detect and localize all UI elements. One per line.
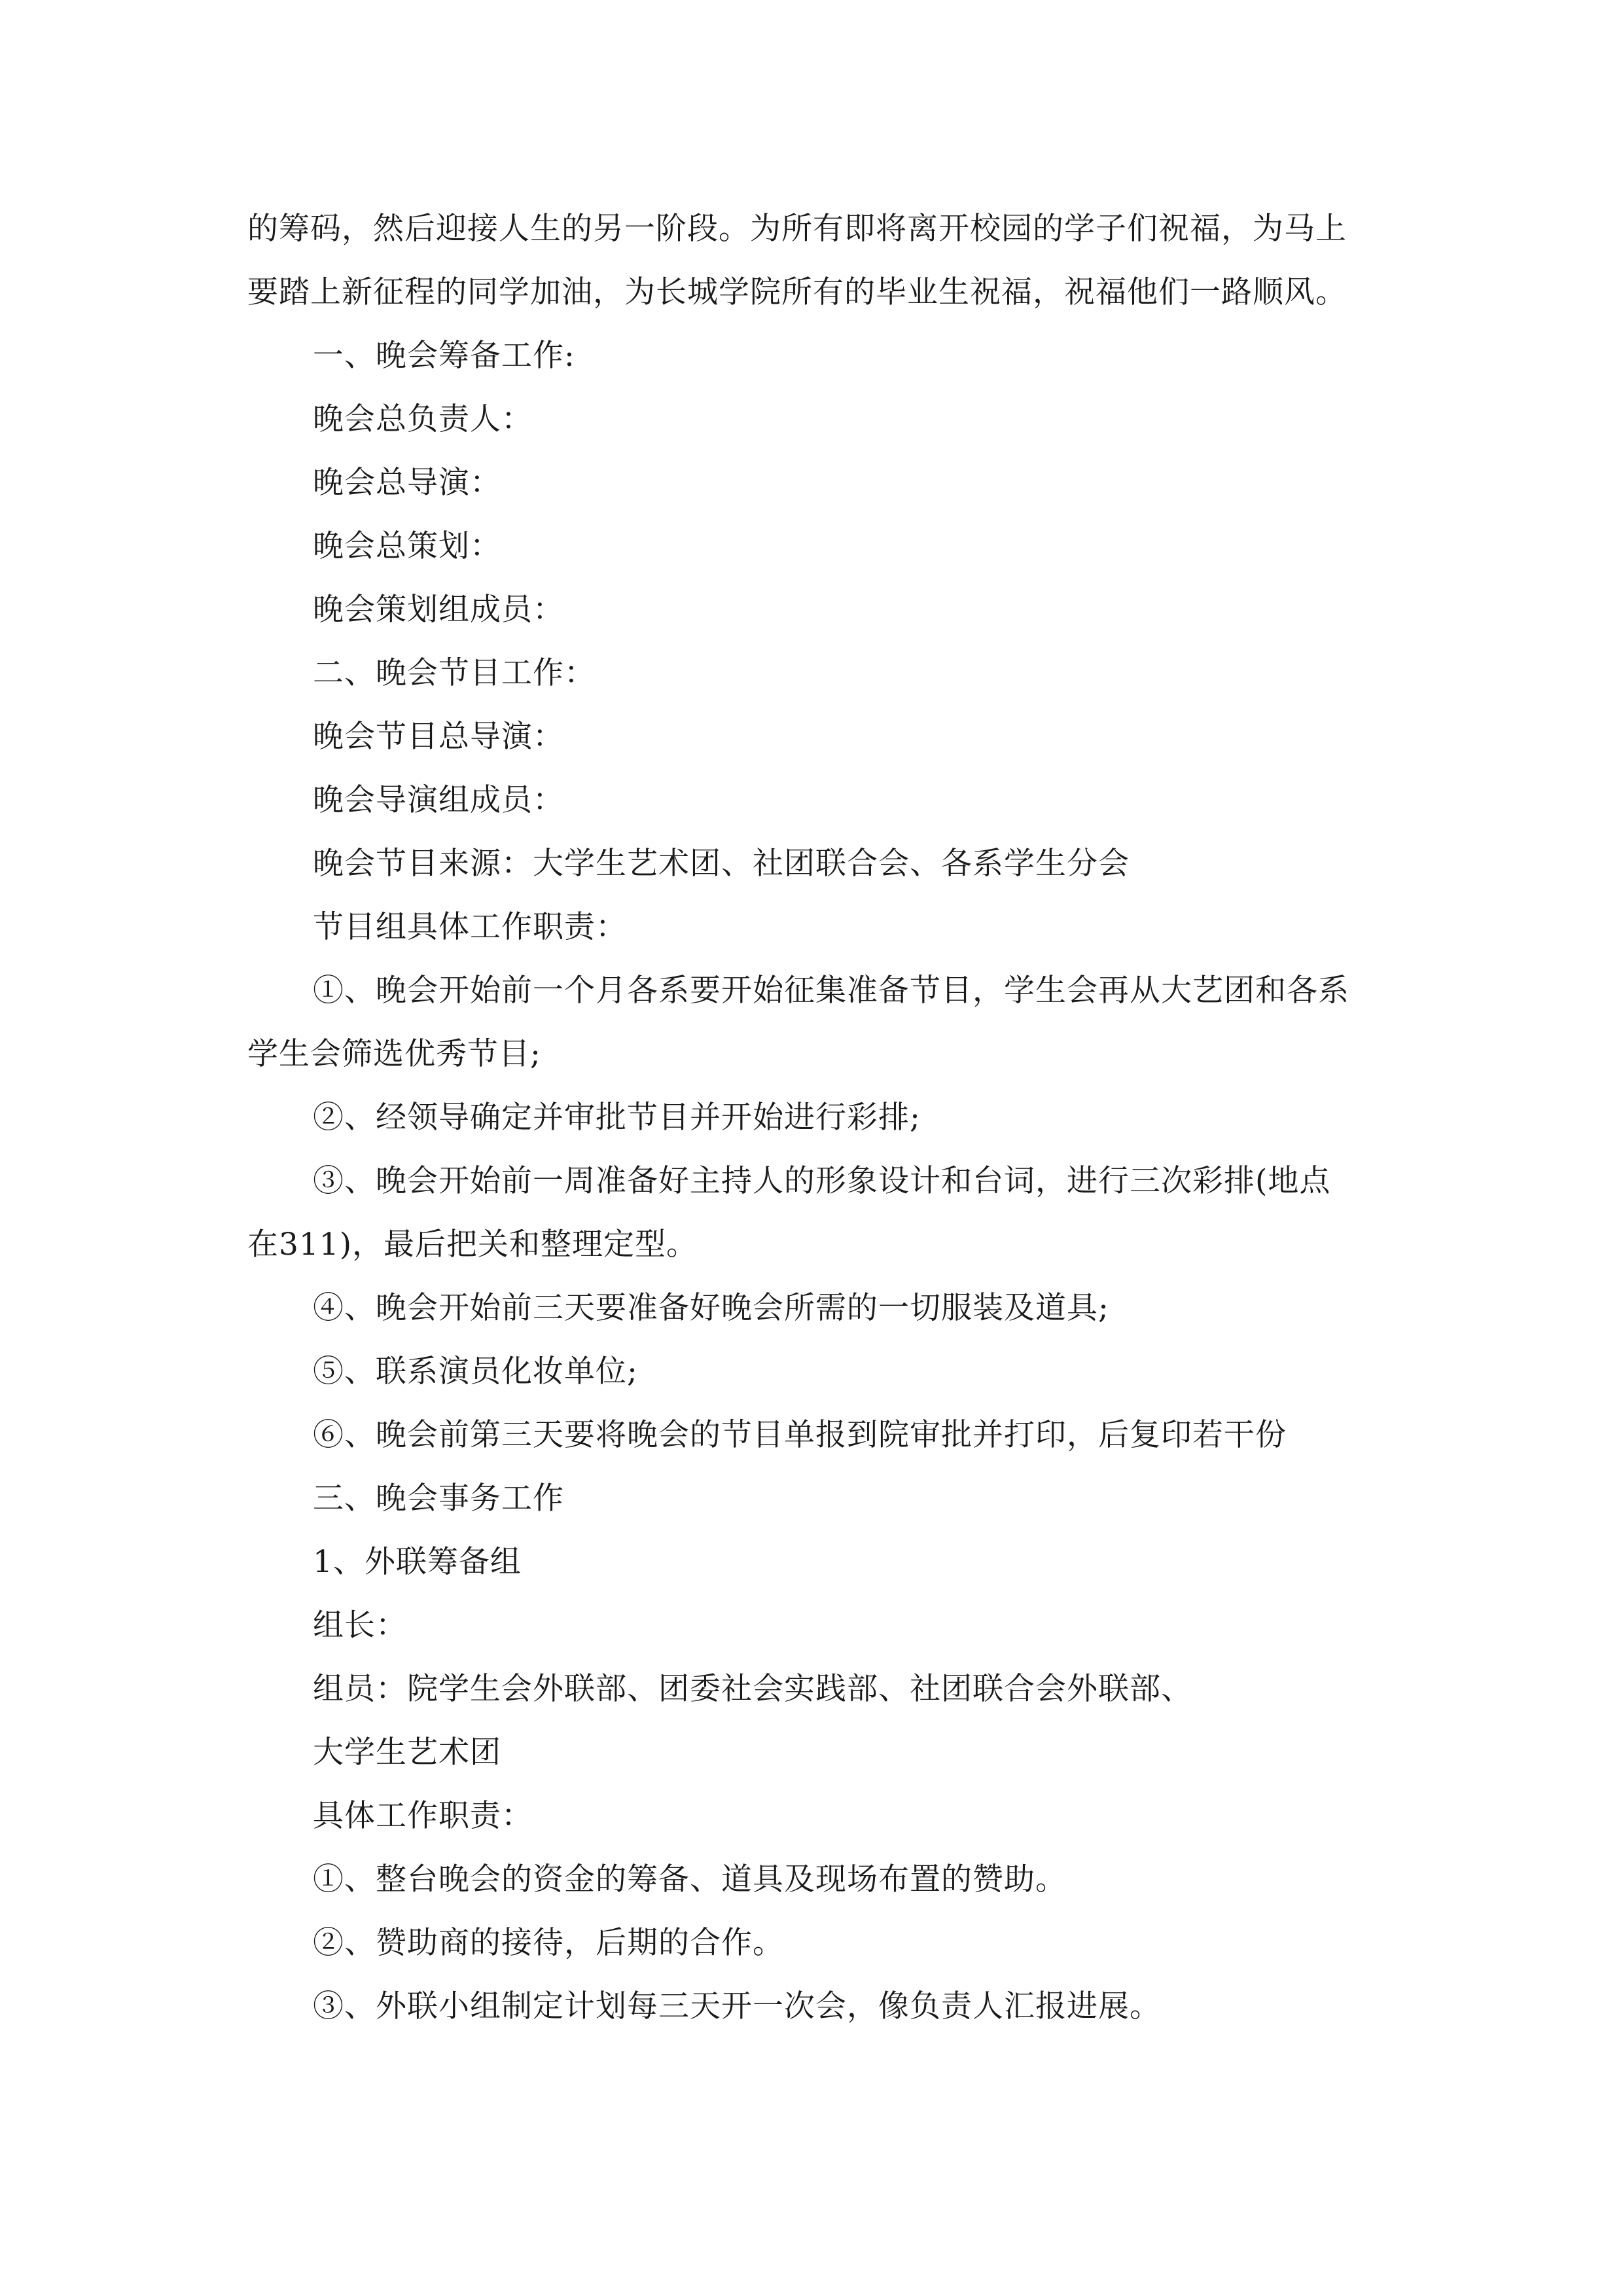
subheading: 具体工作职责： xyxy=(313,1798,533,1834)
list-item-continuation: 在311)，最后把关和整理定型。 xyxy=(247,1227,698,1263)
body-text-line: 晚会节目来源：大学生艺术团、社团联合会、各系学生分会 xyxy=(313,846,1130,882)
list-item: ⑤、联系演员化妆单位; xyxy=(313,1354,638,1390)
field-label: 组长： xyxy=(313,1607,407,1643)
body-text-line: 组员：院学生会外联部、团委社会实践部、社团联合会外联部、 xyxy=(313,1671,1192,1707)
field-label: 晚会总策划： xyxy=(313,528,501,564)
list-item: ②、经领导确定并审批节目并开始进行彩排; xyxy=(313,1100,921,1136)
list-item: ③、晚会开始前一周准备好主持人的形象设计和台词，进行三次彩排(地点 xyxy=(313,1163,1331,1199)
body-text-line: 要踏上新征程的同学加油，为长城学院所有的毕业生祝福，祝福他们一路顺风。 xyxy=(247,274,1347,310)
list-item: ①、整台晚会的资金的筹备、道具及现场布置的赞助。 xyxy=(313,1861,1067,1897)
field-label: 晚会总导演： xyxy=(313,465,501,501)
field-label: 晚会策划组成员： xyxy=(313,592,564,628)
list-item-continuation: 学生会筛选优秀节目; xyxy=(247,1036,541,1072)
list-item: ④、晚会开始前三天要准备好晚会所需的一切服装及道具; xyxy=(313,1290,1109,1326)
list-item: ②、赞助商的接待，后期的合作。 xyxy=(313,1925,784,1961)
field-label: 晚会总负责人： xyxy=(313,401,533,437)
subheading: 节目组具体工作职责： xyxy=(313,909,627,945)
section-heading: 三、晚会事务工作 xyxy=(313,1480,564,1516)
body-text-line: 大学生艺术团 xyxy=(313,1734,501,1770)
body-text-line: 的筹码，然后迎接人生的另一阶段。为所有即将离开校园的学子们祝福，为马上 xyxy=(247,211,1347,247)
field-label: 晚会节目总导演： xyxy=(313,719,564,755)
field-label: 晚会导演组成员： xyxy=(313,782,564,818)
list-item: ①、晚会开始前一个月各系要开始征集准备节目，学生会再从大艺团和各系 xyxy=(313,973,1349,1009)
subheading: 1、外联筹备组 xyxy=(313,1544,522,1580)
list-item: ⑥、晚会前第三天要将晚会的节目单报到院审批并打印，后复印若干份 xyxy=(313,1417,1287,1453)
list-item: ③、外联小组制定计划每三天开一次会，像负责人汇报进展。 xyxy=(313,1988,1161,2024)
section-heading: 一、晚会筹备工作: xyxy=(313,338,575,374)
section-heading: 二、晚会节目工作： xyxy=(313,655,596,691)
